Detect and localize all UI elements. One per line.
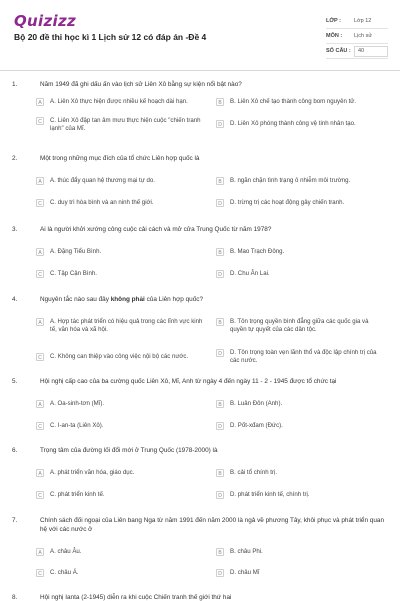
option-letter: C: [36, 353, 44, 361]
option-text: C. Tập Cận Bình.: [50, 270, 97, 277]
option-letter: B: [216, 548, 224, 556]
question-number: 8.: [12, 594, 18, 601]
option-d[interactable]: [216, 349, 384, 365]
option-a[interactable]: [36, 469, 204, 477]
option-d[interactable]: [216, 422, 384, 430]
question-stem: [12, 225, 392, 234]
question-stem: [12, 154, 392, 163]
option-text: C. phát triển kinh tế.: [50, 491, 105, 498]
header-divider: [0, 70, 400, 71]
question-text: Chính sách đối ngoại của Liên bang Nga từ năm 1991 đến năm 2000 là ngả về phương Tây, khôi phục và phát triển quan hệ với các nước ở: [40, 517, 384, 533]
option-c[interactable]: [36, 270, 204, 278]
option-d[interactable]: [216, 120, 384, 128]
meta-key: MÔN :: [326, 33, 343, 39]
option-text: B. Liên Xô chế tạo thành công bom nguyên tử.: [230, 98, 357, 105]
meta-key: SỐ CÂU :: [326, 48, 351, 54]
option-text: B. Tôn trọng quyền bình đẳng giữa các quốc gia và quyền tự quyết của các dân tộc.: [230, 318, 369, 334]
option-d[interactable]: [216, 491, 384, 499]
option-letter: C: [36, 199, 44, 207]
option-letter: A: [36, 177, 44, 185]
option-letter: D: [216, 569, 224, 577]
option-text: D. Tôn trọng toàn vẹn lãnh thổ và độc lập chính trị của các nước.: [230, 349, 377, 365]
question-7: [12, 516, 392, 579]
option-text: D. phát triển kinh tế, chính trị.: [230, 491, 310, 498]
option-text: C. I-an-ta (Liên Xô).: [50, 422, 104, 429]
question-1: [12, 80, 392, 138]
option-letter: A: [36, 469, 44, 477]
question-stem: [12, 446, 392, 455]
option-text: B. Luân Đôn (Anh).: [230, 400, 283, 407]
option-a[interactable]: [36, 548, 204, 556]
question-2: [12, 154, 392, 208]
option-text: A. phát triển văn hóa, giáo dục.: [50, 469, 135, 476]
option-a[interactable]: [36, 177, 204, 185]
option-letter: A: [36, 98, 44, 106]
option-a[interactable]: [36, 98, 204, 106]
question-text-part: của Liên hợp quốc?: [144, 296, 203, 303]
option-letter: A: [36, 548, 44, 556]
meta-key: LỚP :: [326, 18, 341, 24]
option-letter: C: [36, 117, 44, 125]
option-letter: C: [36, 569, 44, 577]
quizizz-logo: Quizizz: [14, 12, 77, 30]
question-text: Một trong những mục đích của tổ chức Liên hợp quốc là: [40, 155, 200, 162]
option-letter: D: [216, 422, 224, 430]
option-letter: D: [216, 270, 224, 278]
option-b[interactable]: [216, 400, 384, 408]
option-letter: A: [36, 248, 44, 256]
question-text: Trọng tâm của đường lối đổi mới ở Trung Quốc (1978-2000) là: [40, 447, 218, 454]
question-text: [40, 295, 392, 304]
option-text: C. Không can thiệp vào công việc nội bộ các nước.: [50, 353, 189, 360]
option-text: C. duy trì hòa bình và an ninh thế giới.: [50, 199, 154, 206]
option-letter: B: [216, 98, 224, 106]
option-c[interactable]: [36, 422, 204, 430]
option-text: B. Mao Trạch Đông.: [230, 248, 285, 255]
option-b[interactable]: [216, 548, 384, 556]
option-d[interactable]: [216, 270, 384, 278]
option-c[interactable]: [36, 569, 204, 577]
question-emphasis: không phải: [110, 296, 145, 303]
option-b[interactable]: [216, 248, 384, 256]
option-text: A. Liên Xô thực hiện được nhiều kế hoạch dài hạn.: [50, 98, 188, 105]
question-number: 7.: [12, 517, 18, 524]
question-stem: [12, 377, 392, 386]
question-4: [12, 295, 392, 365]
question-stem: [12, 295, 392, 304]
option-text: A. Hợp tác phát triển có hiệu quả trong các lĩnh vực kinh tế, văn hóa và xã hội.: [50, 318, 203, 334]
question-stem: [12, 80, 392, 89]
question-number: 3.: [12, 226, 18, 233]
document-title: Bộ 20 đề thi học kì 1 Lịch sử 12 có đáp án -Đề 4: [14, 32, 207, 42]
option-letter: B: [216, 469, 224, 477]
option-text: A. Đặng Tiểu Bình.: [50, 248, 102, 255]
question-number: 5.: [12, 378, 18, 385]
question-3: [12, 225, 392, 279]
question-text-part: Nguyên tắc nào sau đây: [40, 296, 111, 303]
option-b[interactable]: [216, 177, 384, 185]
option-text: A. châu Âu.: [50, 548, 82, 555]
option-text: C. châu Á.: [50, 569, 79, 576]
option-b[interactable]: [216, 469, 384, 477]
option-letter: C: [36, 422, 44, 430]
meta-value: Lớp 12: [354, 18, 372, 24]
document-header: [0, 0, 400, 70]
question-number: 2.: [12, 155, 18, 162]
option-d[interactable]: [216, 569, 384, 577]
option-text: D. châu Mĩ: [230, 569, 260, 576]
option-letter: B: [216, 318, 224, 326]
meta-panel: [326, 14, 388, 59]
option-text: D. trừng trị các hoạt động gây chiến tranh.: [230, 199, 345, 206]
meta-row-class: [326, 14, 388, 29]
option-text: C. Liên Xô đập tan âm mưu thực hiện cuộc "chiến tranh lạnh" của Mĩ.: [50, 117, 201, 133]
option-a[interactable]: [36, 318, 204, 334]
question-stem: [12, 516, 392, 534]
option-text: B. ngăn chặn tình trạng ô nhiễm môi trường.: [230, 177, 351, 184]
question-number: 1.: [12, 81, 18, 88]
option-letter: D: [216, 120, 224, 128]
option-letter: B: [216, 177, 224, 185]
question-number: 4.: [12, 296, 18, 303]
meta-row-count: [326, 44, 388, 59]
meta-value: 40: [354, 46, 388, 57]
option-letter: B: [216, 248, 224, 256]
question-text: Ai là người khởi xướng công cuộc cải cách và mở cửa Trung Quốc từ năm 1978?: [40, 226, 272, 233]
option-letter: D: [216, 199, 224, 207]
option-letter: A: [36, 400, 44, 408]
question-text: Hội nghị cấp cao của ba cường quốc Liên Xô, Mĩ, Anh từ ngày 4 đến ngày 11 - 2 - 1945 được tổ chức tại: [40, 378, 337, 385]
question-text: Hội nghị Ianta (2-1945) diễn ra khi cuộc Chiến tranh thế giới thứ hai: [40, 594, 232, 601]
option-c[interactable]: [36, 353, 204, 361]
option-text: D. Liên Xô phóng thành công vệ tinh nhân tạo.: [230, 120, 356, 127]
question-number: 6.: [12, 447, 18, 454]
option-b[interactable]: [216, 318, 384, 334]
option-c[interactable]: [36, 117, 204, 133]
option-text: A. thúc đẩy quan hệ thương mại tự do.: [50, 177, 155, 184]
question-6: [12, 446, 392, 500]
option-b[interactable]: [216, 98, 384, 106]
option-text: B. cải tổ chính trị.: [230, 469, 278, 476]
option-letter: D: [216, 491, 224, 499]
option-a[interactable]: [36, 248, 204, 256]
option-letter: D: [216, 349, 224, 357]
option-letter: C: [36, 491, 44, 499]
option-text: A. Oa-sinh-tơn (Mĩ).: [50, 400, 105, 407]
option-letter: C: [36, 270, 44, 278]
option-letter: A: [36, 318, 44, 326]
option-letter: B: [216, 400, 224, 408]
option-text: D. Pốt-xđam (Đức).: [230, 422, 283, 429]
option-c[interactable]: [36, 199, 204, 207]
option-text: B. châu Phi.: [230, 548, 263, 555]
option-d[interactable]: [216, 199, 384, 207]
meta-value: Lịch sử: [354, 33, 373, 39]
option-text: D. Chu Ân Lai.: [230, 270, 270, 277]
question-text: Năm 1949 đã ghi dấu ấn vào lịch sử Liên Xô bằng sự kiện nổi bật nào?: [40, 81, 242, 88]
option-c[interactable]: [36, 491, 204, 499]
question-5: [12, 377, 392, 431]
meta-row-subject: [326, 29, 388, 44]
option-a[interactable]: [36, 400, 204, 408]
